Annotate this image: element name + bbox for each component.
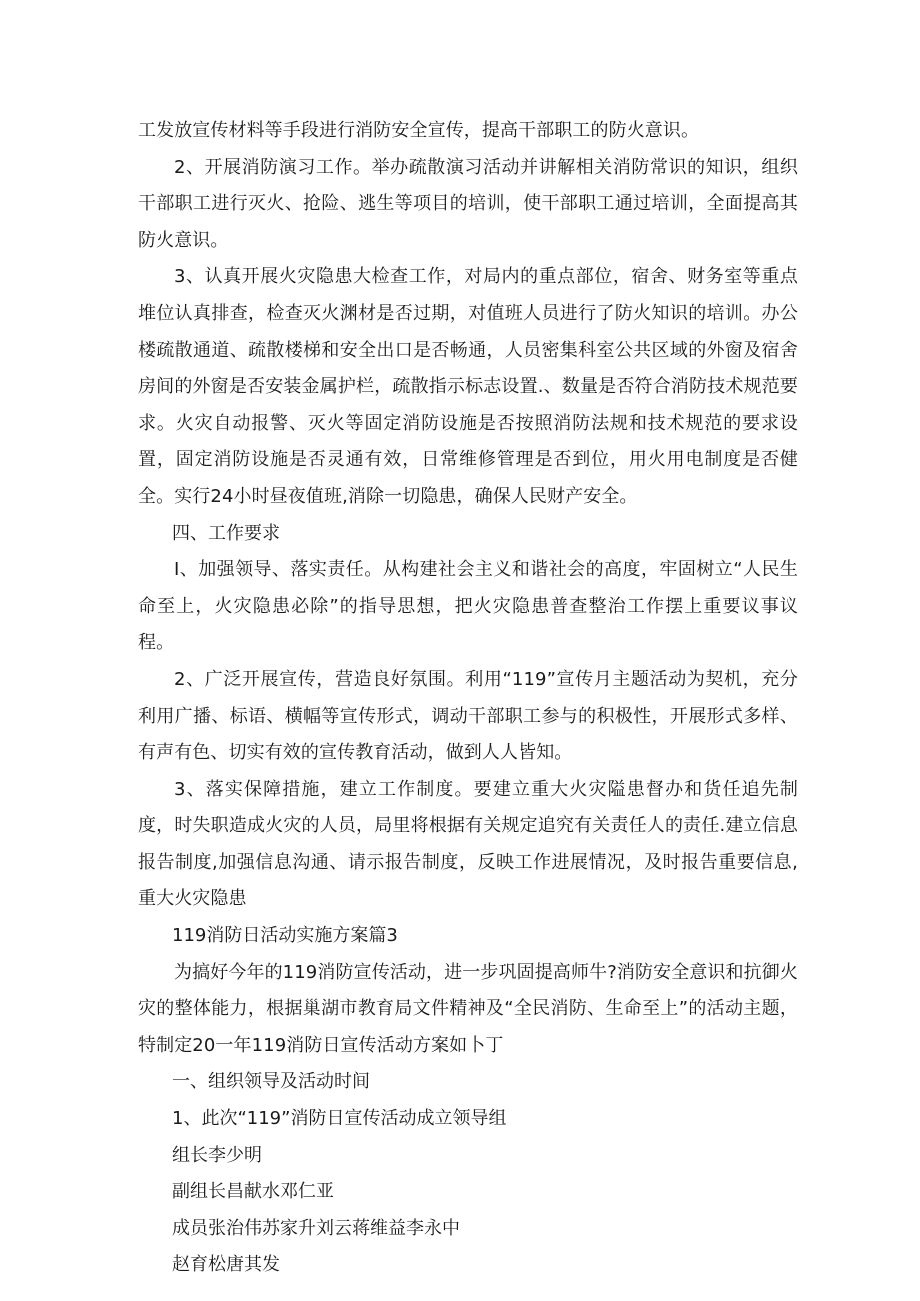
list-item-members: 成员张治伟苏家升刘云蒋维益李永中 [172, 1217, 460, 1239]
paragraph-propaganda-continued: 工发放宣传材料等手段进行消防安全宣传，提高干部职工的防火意识。 [138, 120, 700, 141]
document-section-title: 119消防日活动实施方案篇3 [172, 925, 398, 947]
list-item-leading-group: 1、此次“119”消防日宣传活动成立领导组 [172, 1108, 507, 1130]
paragraph-leadership: I、加强领导、落实责任。从构建社会主义和谐社会的高度，牢固树立“人民生命至上，火灾隐患必除”的指导思想，把火灾隐患普查整治工作摆上重要议事议程。 [138, 559, 798, 654]
section-heading-work-requirements: 四、工作要求 [172, 522, 280, 544]
list-item-deputy-leader: 副组长昌献水邓仁亚 [172, 1181, 334, 1203]
list-item-members-continued: 赵育松唐其发 [172, 1254, 280, 1276]
paragraph-plan-intro: 为搞好今年的119消防宣传活动，进一步巩固提高师牛?消防安全意识和抗御火灾的整体能力，根据巢湖市教育局文件精神及“全民消防、生命至上”的活动主题，特制定20一年119消防日宣传活动方案如卜丁 [138, 961, 798, 1056]
paragraph-fire-drill: 2、开展消防演习工作。举办疏散演习活动并讲解相关消防常识的知识，组织干部职工进行灭火、抢险、逃生等项目的培训，使干部职工通过培训，全面提高其防火意识。 [138, 156, 798, 251]
paragraph-hazard-inspection: 3、认真开展火灾隐患大检查工作，对局内的重点部位，宿舍、财务室等重点堆位认真排查，检查灭火渊材是否过期，对值班人员进行了防火知识的培训。办公楼疏散通道、疏散楼梯和安全出口是否畅通，人员密集科室公共区域的外窗及宿舍房间的外窗是否安装金属护栏，疏散指示标志设置.、数量是否符合消防技术规范要求。火灾自动报警、灭火等固定消防设施是否按照消防法规和技术规范的要求设置，固定消防设施是否灵通有效，日常维修管理是否到位，用火用电制度是否健全。实行24小时昼夜值班,消除一切隐患，确保人民财产安全。 [138, 266, 798, 507]
paragraph-safeguards: 3、落实保障措施，建立工作制度。要建立重大火灾隘患督办和货任追先制度，时失职造成火灾的人员，局里将根据有关规定追究有关责任人的责任.建立信息报告制度,加强信息沟通、请示报告制度，反映工作进展情况，及时报告重要信息,重大火灾隐患 [138, 778, 798, 910]
document-body [138, 113, 798, 1284]
paragraph-publicity: 2、广泛开展宣传，营造良好氛围。利用“119”宣传月主题活动为契机，充分利用广播、标语、横幅等宣传形式，调动干部职工参与的积极性，开展形式多样、有声有色、切实有效的宣传教育活动，做到人人皆知。 [138, 668, 798, 764]
list-item-group-leader: 组长李少明 [172, 1144, 262, 1166]
section-heading-organization: 一、组织领导及活动时间 [172, 1071, 370, 1093]
